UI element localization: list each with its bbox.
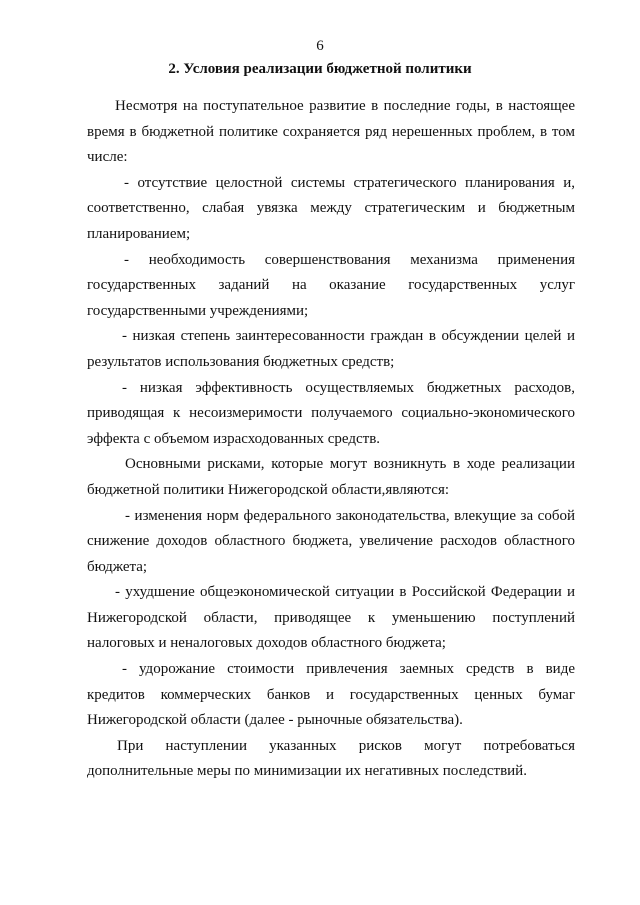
document-body [87,94,575,785]
risk-item: - удорожание стоимости привлечения заемных средств в виде кредитов коммерческих банков и государственных ценных бумаг Нижегородской области (далее - рыночные обязательства). [87,661,575,729]
problem-item: - необходимость совершенствования механизма применения государственных заданий на оказание государственных услуг государственными учреждениями; [87,251,575,319]
problem-item: - отсутствие целостной системы стратегического планирования и, соответственно, слабая увязка между стратегическим и бюджетным планированием; [87,174,575,242]
paragraph-intro: Несмотря на поступательное развитие в последние годы, в настоящее время в бюджетной политике сохраняется ряд нерешенных проблем, в том числе: [87,98,575,166]
paragraph-conclusion: При наступлении указанных рисков могут потребоваться дополнительные меры по минимизации их негативных последствий. [87,737,575,780]
paragraph-risks-intro: Основными рисками, которые могут возникнуть в ходе реализации бюджетной политики Нижегородской области,являются: [87,456,575,498]
page-number: 6 [316,38,324,54]
problem-item: - низкая эффективность осуществляемых бюджетных расходов, приводящая к несоизмеримости получаемого социально-экономического эффекта с объемом израсходованных средств. [87,379,575,447]
problem-item: - низкая степень заинтересованности граждан в обсуждении целей и результатов использования бюджетных средств; [87,328,575,370]
risk-item: - изменения норм федерального законодательства, влекущие за собой снижение доходов областного бюджета, увеличение расходов областного бюджета; [87,507,575,575]
risk-item: - ухудшение общеэкономической ситуации в Российской Федерации и Нижегородской области, приводящее к уменьшению поступлений налоговых и неналоговых доходов областного бюджета; [87,584,575,652]
section-heading: 2. Условия реализации бюджетной политики [168,61,472,77]
